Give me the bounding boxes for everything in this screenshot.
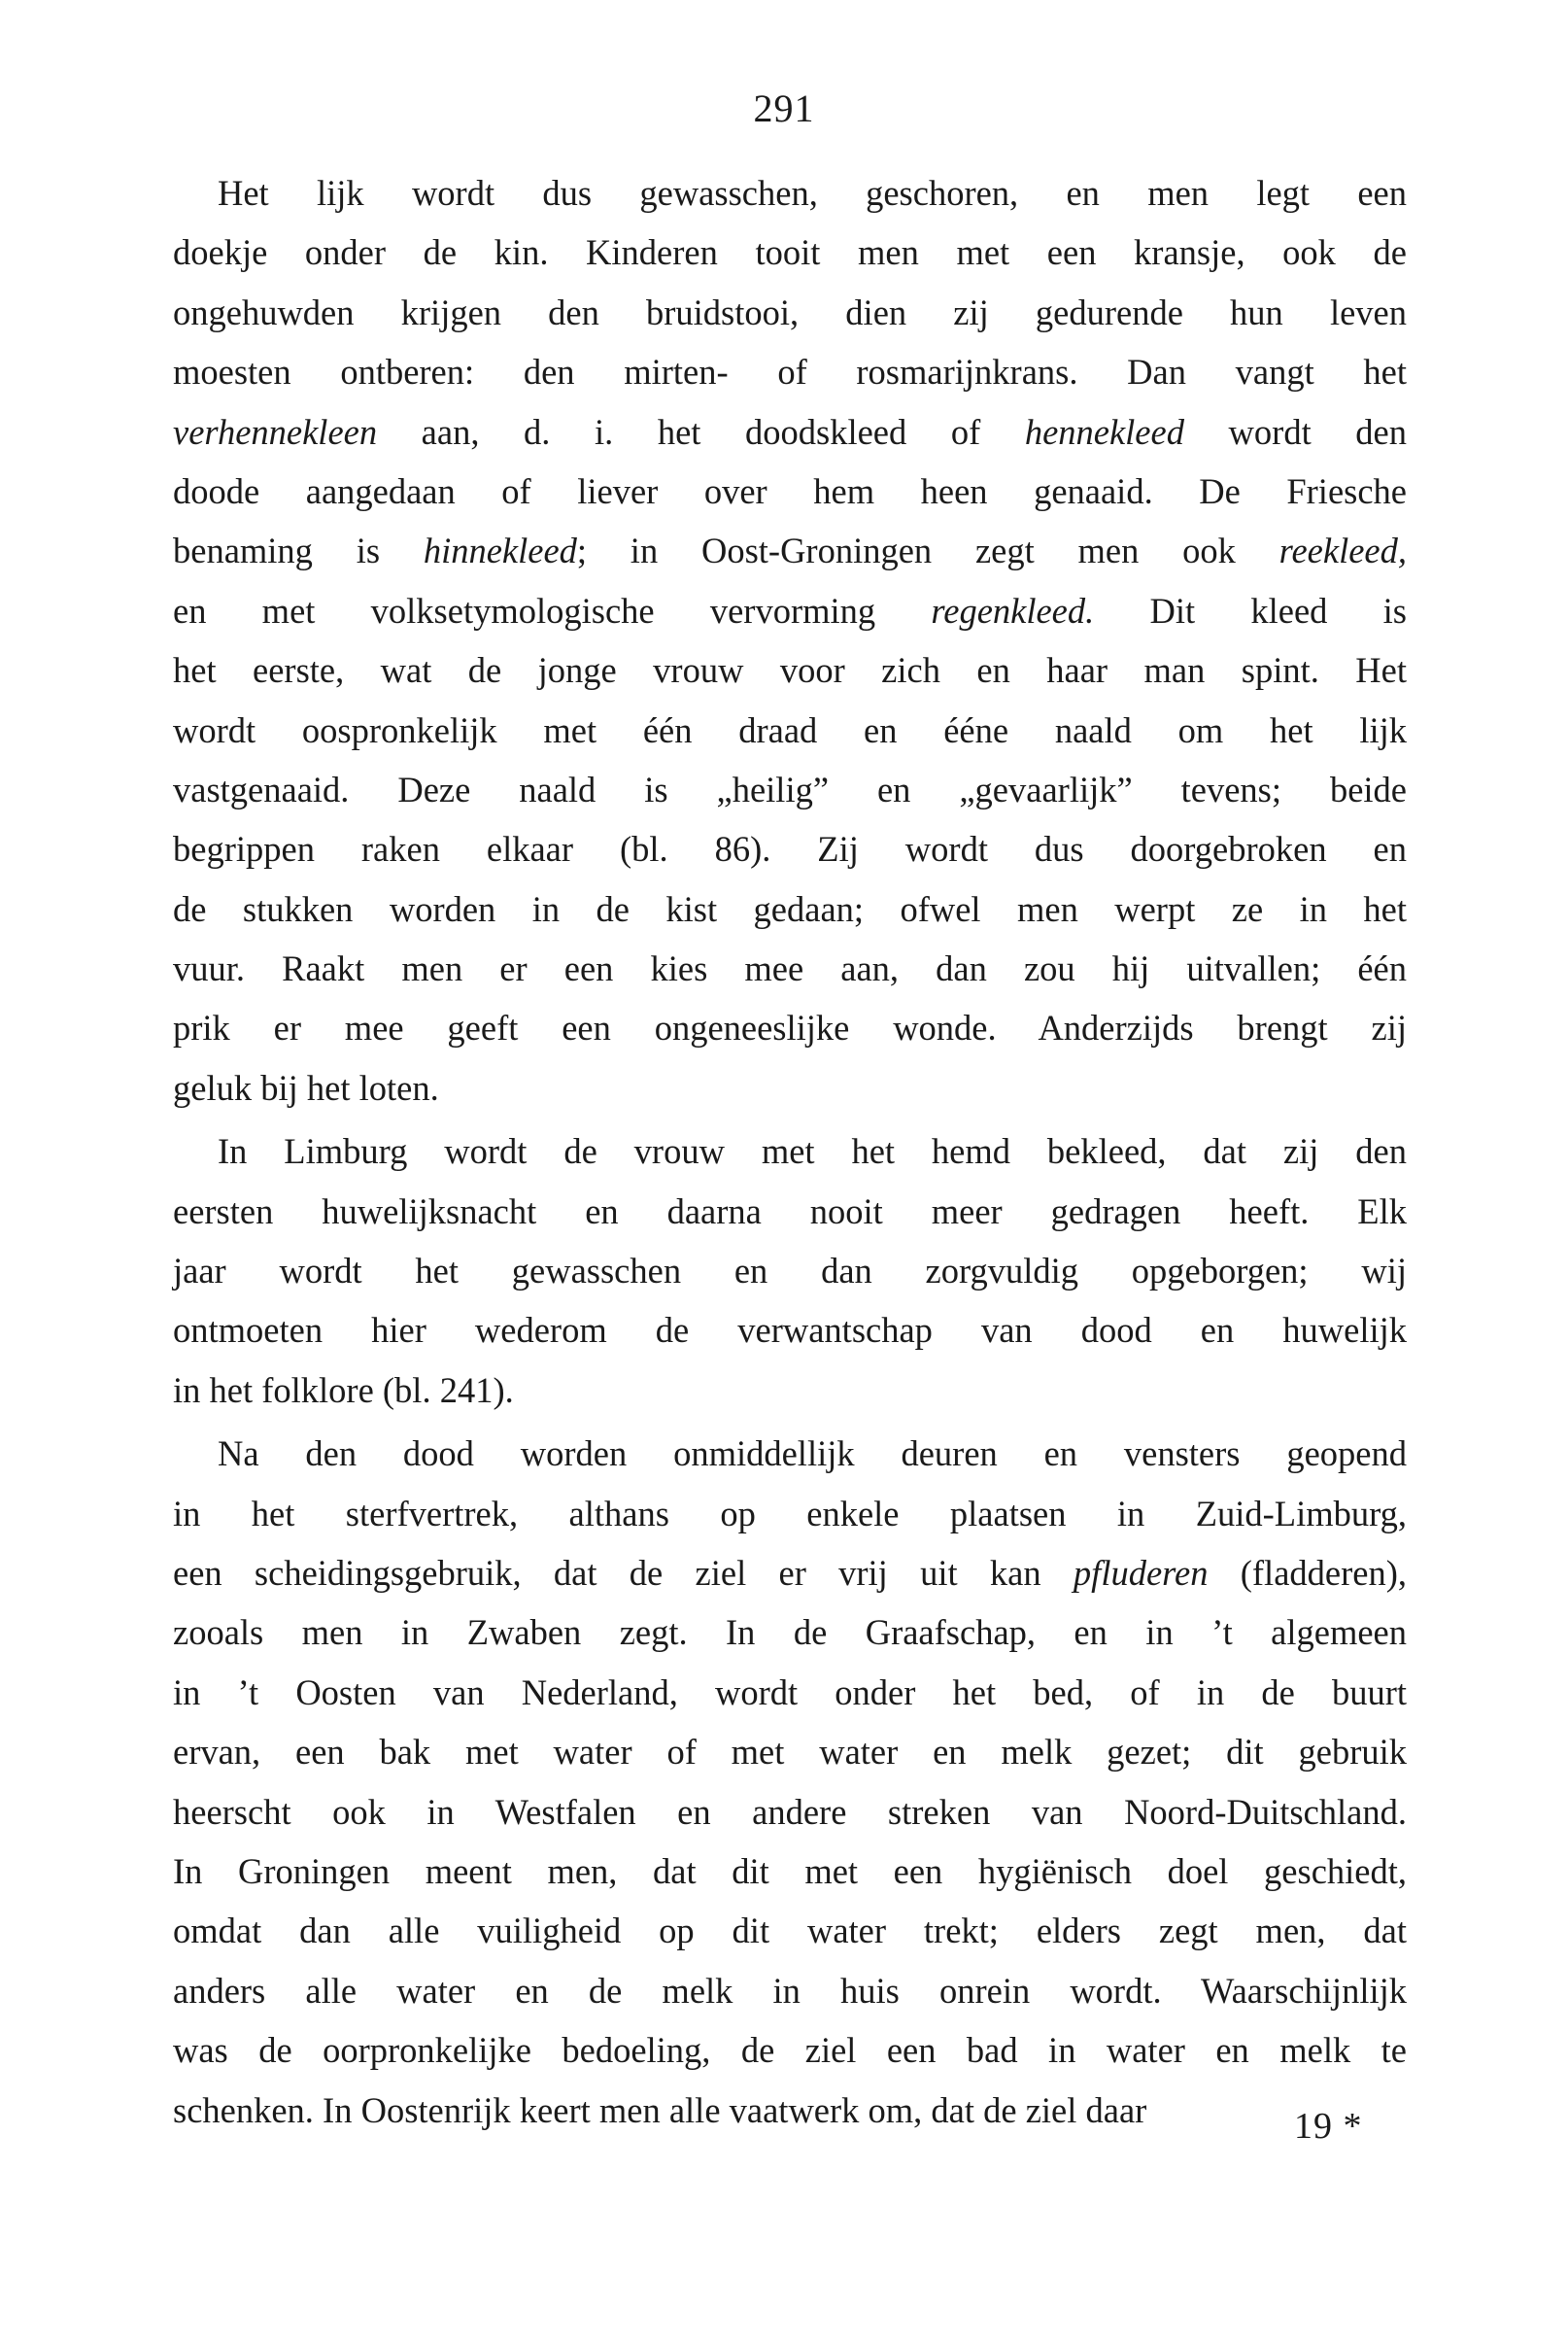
text-segment: in het sterfvertrek, althans op enkele plaatsen in Zuid-Limburg,: [173, 1493, 1407, 1533]
text-line: [173, 1058, 1407, 1118]
text-segment: wordt den: [1183, 411, 1407, 452]
italic-term: regenkleed.: [931, 590, 1095, 631]
text-segment: ongehuwden krijgen den bruidstooi, dien zij gedurende hun leven: [173, 292, 1407, 332]
text-line: [173, 1360, 1407, 1420]
text-line: [173, 2081, 1407, 2140]
text-line: [173, 1722, 1407, 1781]
text-segment: begrippen raken elkaar (bl. 86). Zij wordt dus doorgebroken en: [173, 829, 1407, 870]
text-line: [173, 521, 1407, 580]
text-segment: jaar wordt het gewasschen en dan zorgvuldig opgeborgen; wij: [173, 1251, 1407, 1292]
text-segment: was de oorpronkelijke bedoeling, de ziel een bad in water en melk te: [173, 2030, 1407, 2071]
text-line: [173, 462, 1407, 521]
text-segment: wordt oospronkelijk met één draad en ééne naald om het lijk: [173, 709, 1407, 750]
text-segment: ; in Oost-Groningen zegt men ook: [576, 531, 1279, 571]
italic-term: hennekleed: [1024, 411, 1184, 452]
text-segment: de stukken worden in de kist gedaan; ofwel men werpt ze in het: [173, 888, 1407, 929]
text-segment: ontmoeten hier wederom de verwantschap van dood en huwelijk: [173, 1310, 1407, 1351]
text-line: [173, 163, 1407, 223]
paragraph: [173, 1424, 1407, 2140]
text-segment: ervan, een bak met water of met water en melk gezet; dit gebruik: [173, 1732, 1407, 1773]
text-line: [173, 1961, 1407, 2020]
text-line: [173, 701, 1407, 760]
text-line: [173, 879, 1407, 939]
text-line: [173, 1543, 1407, 1602]
text-line: [173, 1484, 1407, 1543]
text-segment: geluk bij het loten.: [173, 1067, 439, 1108]
text-segment: eersten huwelijksnacht en daarna nooit meer gedragen heeft. Elk: [173, 1190, 1407, 1231]
text-line: [173, 581, 1407, 640]
text-segment: moesten ontberen: den mirten- of rosmarijnkrans. Dan vangt het: [173, 352, 1407, 393]
text-line: [173, 1300, 1407, 1360]
text-segment: Na den dood worden onmiddellijk deuren en vensters geopend: [218, 1433, 1407, 1474]
text-line: [173, 402, 1407, 462]
text-line: [173, 283, 1407, 342]
text-line: [173, 1424, 1407, 1483]
text-line: [173, 1121, 1407, 1181]
text-line: [173, 819, 1407, 878]
text-segment: heerscht ook in Westfalen en andere streken van Noord-Duitschland.: [173, 1791, 1407, 1832]
text-line: [173, 1663, 1407, 1722]
text-line: [173, 760, 1407, 819]
text-line: [173, 1182, 1407, 1241]
italic-term: verhennekleen: [173, 411, 378, 452]
italic-term: pfluderen: [1073, 1552, 1209, 1593]
text-segment: Het lijk wordt dus gewasschen, geschoren, en men legt een: [218, 173, 1407, 213]
text-segment: een scheidingsgebruik, dat de ziel er vrij uit kan: [173, 1552, 1074, 1593]
signature-mark: 19 *: [1294, 2106, 1363, 2147]
text-line: [173, 1901, 1407, 1960]
text-line: [173, 998, 1407, 1057]
text-segment: anders alle water en de melk in huis onrein wordt. Waarschijnlijk: [173, 1970, 1407, 2011]
text-line: [173, 1602, 1407, 1662]
text-segment: het eerste, wat de jonge vrouw voor zich en haar man spint. Het: [173, 650, 1407, 691]
text-segment: In Groningen meent men, dat dit met een hygiënisch doel geschiedt,: [173, 1850, 1407, 1891]
text-line: [173, 1842, 1407, 1901]
text-segment: prik er mee geeft een ongeneeslijke wonde. Anderzijds brengt zij: [173, 1008, 1407, 1049]
text-segment: schenken. In Oostenrijk keert men alle vaatwerk om, dat de ziel daar: [173, 2089, 1147, 2130]
italic-term: reekleed,: [1278, 531, 1407, 571]
text-segment: doekje onder de kin. Kinderen tooit men met een kransje, ook de: [173, 232, 1407, 273]
text-segment: aan, d. i. het doodskleed of: [377, 411, 1025, 452]
page-number: 291: [753, 86, 815, 130]
text-line: [173, 223, 1407, 282]
text-segment: doode aangedaan of liever over hem heen genaaid. De Friesche: [173, 470, 1407, 511]
text-segment: (fladderen),: [1208, 1552, 1407, 1593]
text-segment: vuur. Raakt men er een kies mee aan, dan zou hij uitvallen; één: [173, 948, 1407, 989]
text-line: [173, 1241, 1407, 1300]
text-segment: In Limburg wordt de vrouw met het hemd bekleed, dat zij den: [218, 1131, 1407, 1172]
paragraph: [173, 163, 1407, 1118]
text-segment: vastgenaaid. Deze naald is „heilig” en „gevaarlijk” tevens; beide: [173, 769, 1407, 809]
text-segment: Dit kleed is: [1094, 590, 1407, 631]
text-segment: zooals men in Zwaben zegt. In de Graafschap, en in ’t algemeen: [173, 1612, 1407, 1653]
italic-term: hinnekleed: [423, 531, 577, 571]
paragraph: [173, 1121, 1407, 1420]
text-segment: in ’t Oosten van Nederland, wordt onder het bed, of in de buurt: [173, 1671, 1407, 1712]
text-line: [173, 640, 1407, 700]
text-segment: in het folklore (bl. 241).: [173, 1369, 514, 1410]
text-line: [173, 2020, 1407, 2080]
text-line: [173, 1782, 1407, 1842]
text-segment: omdat dan alle vuiligheid op dit water trekt; elders zegt men, dat: [173, 1911, 1407, 1951]
text-line: [173, 939, 1407, 998]
body-text: [173, 163, 1407, 2140]
text-segment: benaming is: [173, 531, 424, 571]
text-segment: en met volksetymologische vervorming: [173, 590, 932, 631]
text-line: [173, 342, 1407, 401]
